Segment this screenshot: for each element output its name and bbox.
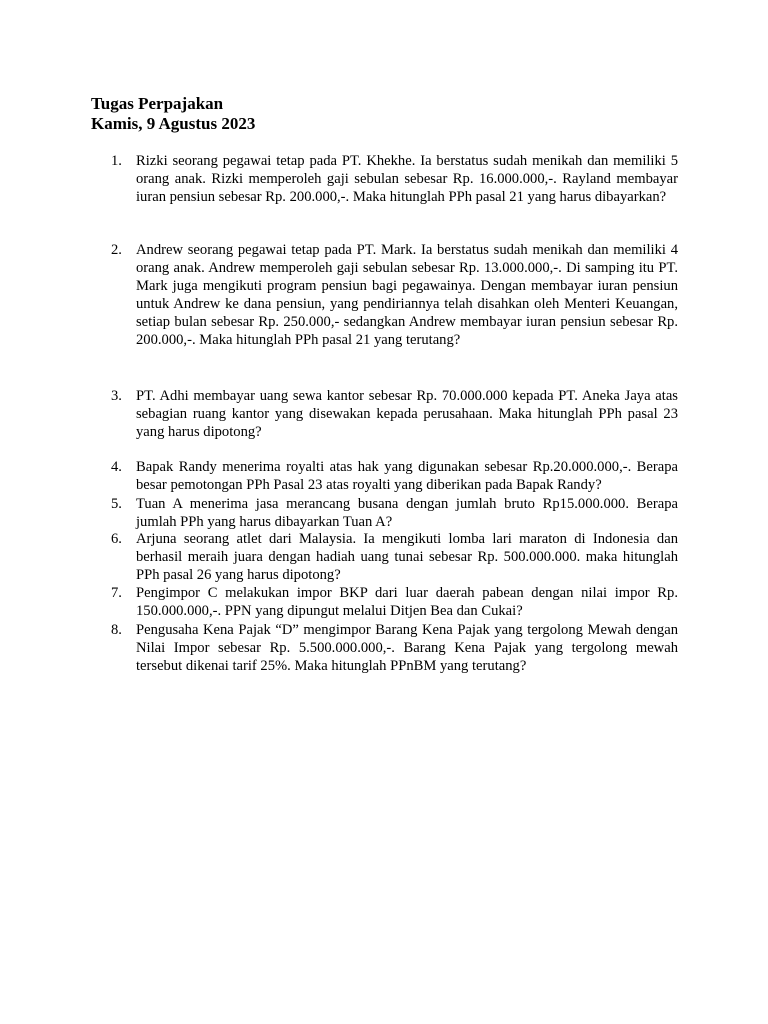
question-number: 4. <box>111 459 122 475</box>
question-text: Pengimpor C melakukan impor BKP dari luar daerah pabean dengan nilai impor Rp. 150.000.000,-. PPN yang dipungut melalui Ditjen Bea dan Cukai? <box>136 585 678 619</box>
question-text: Arjuna seorang atlet dari Malaysia. Ia mengikuti lomba lari maraton di Indonesia dan berhasil meraih juara dengan hadiah uang tunai sebesar Rp. 500.000.000. maka hitunglah PPh pasal 26 yang harus dipotong? <box>136 531 678 583</box>
question-text: Andrew seorang pegawai tetap pada PT. Mark. Ia berstatus sudah menikah dan memiliki 4 orang anak. Andrew memperoleh gaji sebulan sebesar Rp. 13.000.000,-. Di samping itu PT. Mark juga mengikuti program pensiun bagi pegawainya. Dengan membayar iuran pensiun untuk Andrew ke dana pensiun, yang pendiriannya telah disahkan oleh Menteri Keuangan, setiap bulan sebesar Rp. 250.000,- sedangkan Andrew membayar iuran pensiun sebesar Rp. 200.000,-. Maka hitunglah PPh pasal 21 yang terutang? <box>136 242 678 348</box>
question-number: 7. <box>111 585 122 601</box>
question-item <box>111 152 678 206</box>
question-number: 8. <box>111 622 122 638</box>
document-heading <box>91 94 255 134</box>
question-text: Pengusaha Kena Pajak “D” mengimpor Barang Kena Pajak yang tergolong Mewah dengan Nilai Impor sebesar Rp. 5.500.000.000,-. Barang Kena Pajak yang tergolong mewah tersebut dikenai tarif 25%. Maka hitunglah PPnBM yang terutang? <box>136 622 678 674</box>
question-text: PT. Adhi membayar uang sewa kantor sebesar Rp. 70.000.000 kepada PT. Aneka Jaya atas sebagian ruang kantor yang disewakan kepada perusahaan. Maka hitunglah PPh pasal 23 yang harus dipotong? <box>136 388 678 440</box>
question-item <box>111 530 678 584</box>
question-text: Bapak Randy menerima royalti atas hak yang digunakan sebesar Rp.20.000.000,-. Berapa besar pemotongan PPh Pasal 23 atas royalti yang diberikan pada Bapak Randy? <box>136 459 678 493</box>
question-item <box>111 458 678 494</box>
question-item <box>111 495 678 531</box>
question-number: 6. <box>111 531 122 547</box>
question-item <box>111 584 678 620</box>
question-item <box>111 241 678 349</box>
question-number: 1. <box>111 153 122 169</box>
question-number: 3. <box>111 388 122 404</box>
question-text: Rizki seorang pegawai tetap pada PT. Khekhe. Ia berstatus sudah menikah dan memiliki 5 orang anak. Rizki memperoleh gaji sebulan sebesar Rp. 16.000.000,-. Rayland membayar iuran pensiun sebesar Rp. 200.000,-. Maka hitunglah PPh pasal 21 yang harus dibayarkan? <box>136 153 678 205</box>
question-number: 2. <box>111 242 122 258</box>
document-title: Tugas Perpajakan <box>91 94 224 113</box>
question-text: Tuan A menerima jasa merancang busana dengan jumlah bruto Rp15.000.000. Berapa jumlah PPh yang harus dibayarkan Tuan A? <box>136 496 678 530</box>
question-item <box>111 387 678 441</box>
document-date: Kamis, 9 Agustus 2023 <box>91 114 256 133</box>
question-item <box>111 621 678 675</box>
question-number: 5. <box>111 496 122 512</box>
